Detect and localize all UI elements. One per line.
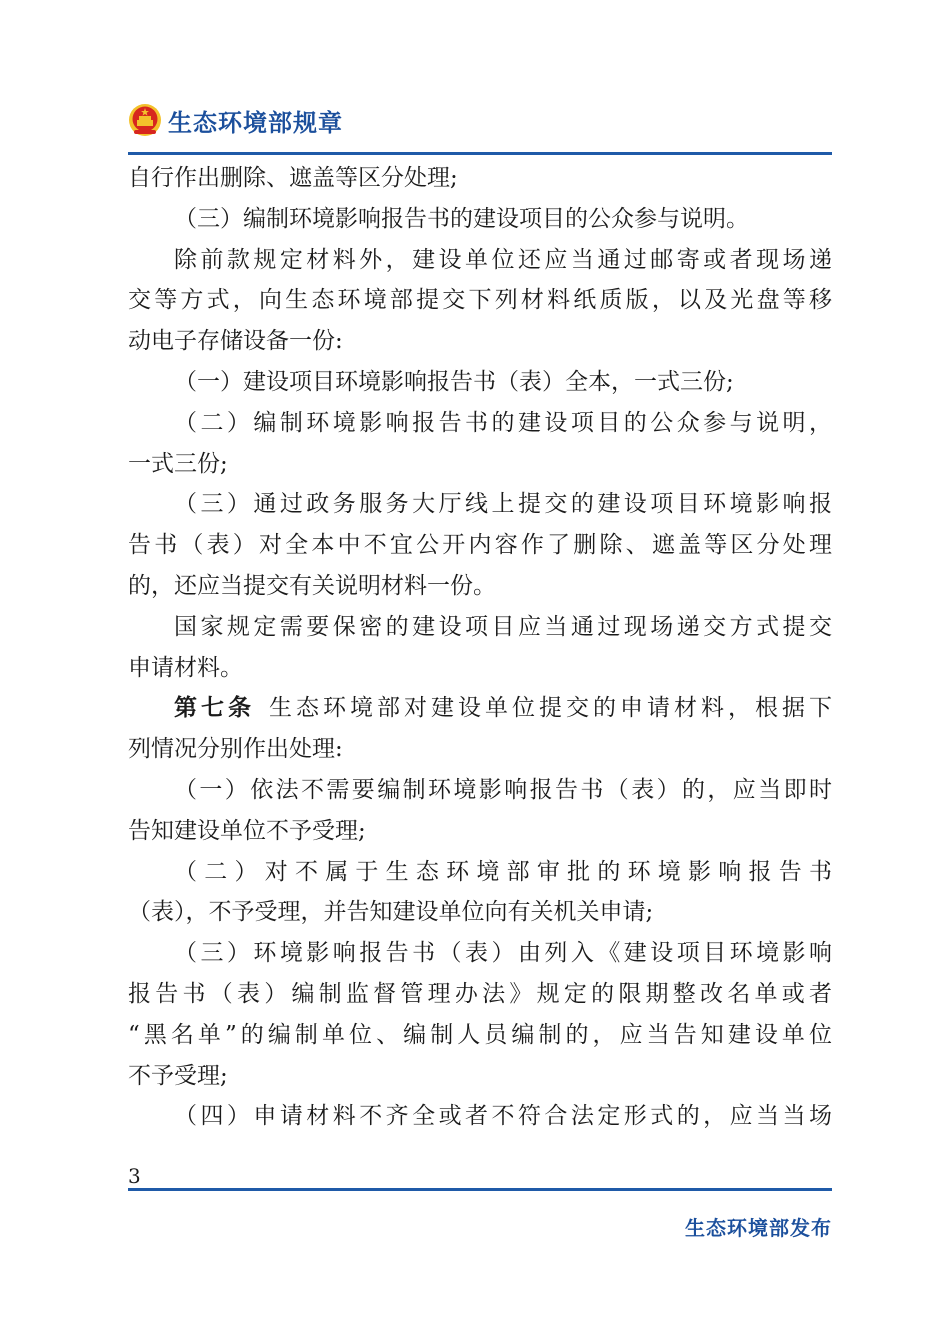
text-line: （三）编制环境影响报告书的建设项目的公众参与说明。 (174, 205, 749, 232)
page-header (128, 98, 343, 142)
page-number: 3 (128, 1164, 141, 1188)
text-line: 不予受理; (128, 1062, 228, 1089)
text-line: “黑名单”的编制单位、编制人员编制的，应当告知建设单位 (128, 1021, 832, 1048)
header-title: 生态环境部规章 (168, 108, 343, 137)
text-line: （三）通过政务服务大厅线上提交的建设项目环境影响报 (174, 491, 832, 518)
text-line: 动电子存储设备一份: (128, 328, 343, 355)
text-line: 报告书（表）编制监督管理办法》规定的限期整改名单或者 (128, 980, 832, 1007)
article-heading-line (128, 688, 832, 729)
article-label: 第七条 (174, 695, 255, 722)
header-divider (128, 152, 832, 155)
text-line: 一式三份; (128, 450, 228, 477)
text-line: 国家规定需要保密的建设项目应当通过现场递交方式提交 (174, 613, 832, 640)
text-line: 交等方式，向生态环境部提交下列材料纸质版，以及光盘等移 (128, 287, 832, 314)
document-body (128, 158, 832, 1137)
text-line: （表），不予受理，并告知建设单位向有关机关申请; (128, 899, 654, 926)
text-line: 列情况分别作出处理: (128, 736, 343, 763)
text-line: （二）对不属于生态环境部审批的环境影响报告书 (174, 858, 832, 885)
text-line: 告知建设单位不予受理; (128, 817, 366, 844)
text-line: 申请材料。 (128, 654, 243, 681)
footer-divider (128, 1188, 832, 1191)
text-line: （四）申请材料不齐全或者不符合法定形式的，应当当场 (174, 1103, 832, 1130)
text-line: 除前款规定材料外，建设单位还应当通过邮寄或者现场递 (174, 246, 832, 273)
text-line: 的，还应当提交有关说明材料一份。 (128, 572, 496, 599)
article-text: 生态环境部对建设单位提交的申请材料，根据下 (269, 695, 832, 722)
text-line: 告书（表）对全本中不宜公开内容作了删除、遮盖等区分处理 (128, 532, 832, 559)
text-line: （一）依法不需要编制环境影响报告书（表）的，应当即时 (174, 776, 832, 803)
national-emblem-icon (128, 103, 162, 137)
footer-publisher: 生态环境部发布 (685, 1216, 832, 1240)
text-line: （三）环境影响报告书（表）由列入《建设项目环境影响 (174, 940, 832, 967)
text-line: （一）建设项目环境影响报告书（表）全本，一式三份; (174, 368, 734, 395)
text-line: 自行作出删除、遮盖等区分处理; (128, 165, 458, 191)
text-line: （二）编制环境影响报告书的建设项目的公众参与说明， (174, 409, 832, 436)
